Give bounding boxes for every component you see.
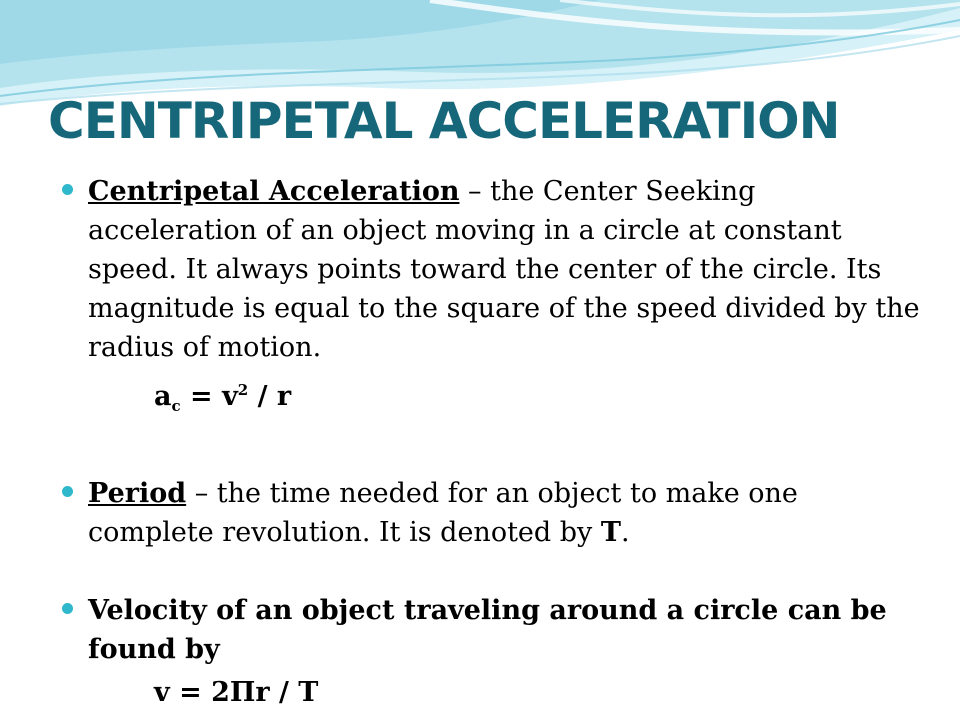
term-period: Period: [88, 478, 187, 509]
formula-v-superscript: 2: [237, 381, 249, 399]
period-symbol: T: [600, 517, 621, 548]
slide-body: [62, 172, 922, 712]
definition-period: – the time needed for an object to make one complete revolution. It is denoted by: [88, 478, 798, 548]
formula-a: a: [154, 381, 172, 412]
bullet-dot-icon: [62, 603, 73, 614]
term-centripetal-acceleration: Centripetal Acceleration: [88, 176, 460, 207]
bullet-dot-icon: [62, 486, 73, 497]
formula-velocity: v = 2Πr / T: [154, 677, 319, 708]
definition-centripetal-acceleration: – the Center Seeking acceleration of an object moving in a circle at constant speed. It always points toward the center of the circle. Its magnitude is equal to the square of the speed divided by the radius of motion.: [88, 176, 920, 363]
formula-a-subscript: c: [171, 397, 181, 415]
velocity-statement: Velocity of an object traveling around a circle can be found by: [88, 595, 887, 665]
formula-divide-r: / r: [248, 381, 292, 412]
period-end: .: [621, 517, 630, 548]
slide-title: CENTRIPETAL ACCELERATION: [48, 92, 840, 150]
bullet-dot-icon: [62, 184, 73, 195]
formula-centripetal-acceleration: [62, 377, 922, 420]
bullet-velocity: [62, 591, 922, 669]
formula-eq-v: = v: [180, 381, 238, 412]
bullet-centripetal-acceleration: [62, 172, 922, 367]
bullet-period: [62, 474, 922, 552]
